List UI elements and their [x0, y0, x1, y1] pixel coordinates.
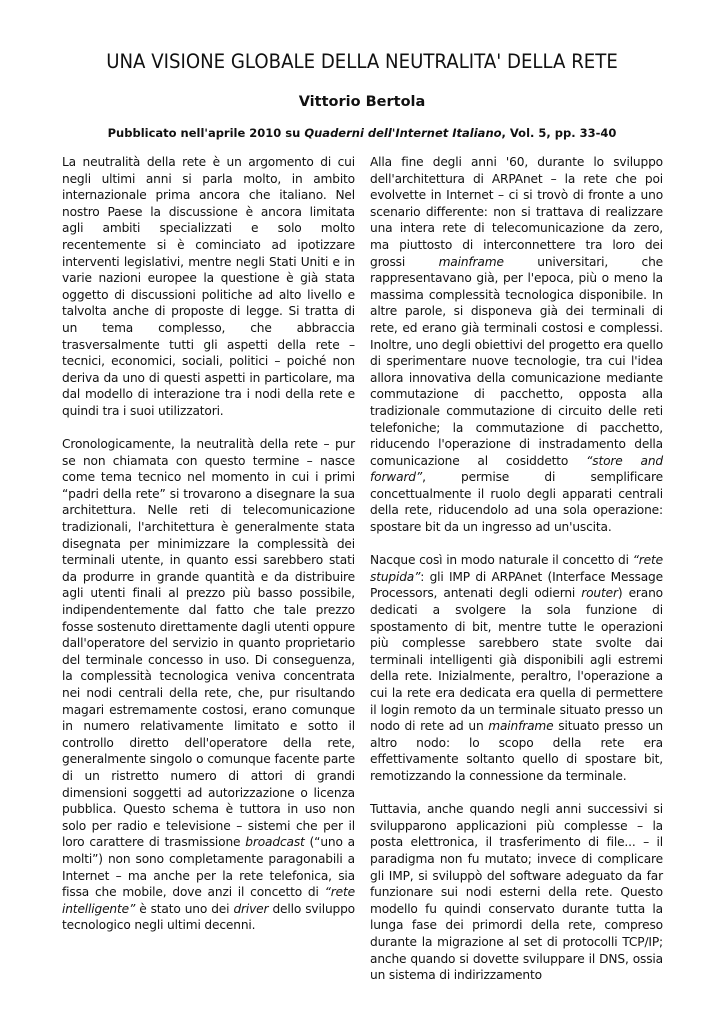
italic-term: driver: [233, 901, 269, 916]
publication-suffix: , Vol. 5, pp. 33-40: [501, 126, 617, 140]
italic-term: mainframe: [438, 254, 504, 269]
publication-prefix: Pubblicato nell'aprile 2010 su: [107, 126, 305, 140]
italic-term: broadcast: [245, 835, 305, 850]
journal-name: Quaderni dell'Internet Italiano: [304, 126, 502, 140]
paragraph: [370, 552, 663, 784]
italic-term: “store and forward”: [370, 453, 663, 485]
italic-term: mainframe: [488, 719, 554, 734]
text-run: : gli IMP di ARPAnet (Interface Message Processors, antenati degli odierni: [370, 569, 663, 601]
text-run: Cronologicamente, la neutralità della rete – pur se non chiamata con questo termine – nasce come tema tecnico nel momento in cui i primi “padri della rete” si trovarono a disegnare la sua architettura. Nelle reti di telecomunicazione tradizionali, l'architettura è generalmente stata disegnata per minimizzare la complessità dei terminali utente, in quanto essi sarebbero stati da produrre in grande quantità e da distribuire agli utenti finali al prezzo più basso possibile, indipendentemente dal fatto che tale prezzo fosse sostenuto direttamente dagli utenti oppure dall'operatore del servizio in quanto proprietario del terminale concesso in uso. Di conseguenza, la complessità tecnologica veniva concentrata nei nodi centrali della rete, che, pur risultando magari estremamente costosi, erano comunque in numero relativamente limitato e sotto il controllo diretto dell'operatore della rete, generalmente singolo o comunque facente parte di un ristretto numero di attori di grandi dimensioni soggetti ad autorizzazione o licenza pubblica. Questo schema è tuttora in uso non solo per radio e televisione – sistemi che per il loro carattere di trasmissione: [62, 437, 355, 850]
paragraph: [62, 436, 355, 934]
text-run: ) erano dedicati a svolgere la sola funzione di spostamento di bit, mentre tutte le operazioni più complesse sarebbero state svolte dai terminali intelligenti già disponibili agli estremi della rete. Inizialmente, peraltro, l'operazione a cui la rete era dedicata era quella di permettere il login remoto da un terminale situato presso un nodo di rete ad un: [370, 586, 663, 734]
author-name: Vittorio Bertola: [298, 94, 426, 110]
text-run: situato presso un altro nodo: lo scopo della rete era effettivamente soltanto quello di spostare bit, remotizzando la connessione da terminale.: [370, 719, 664, 783]
text-run: (“uno a molti”) non sono completamente paragonabili a Internet – ma anche per la rete telefonica, sia fissa che mobile, dove anzi il concetto di: [62, 835, 355, 900]
text-run: dello sviluppo tecnologico negli ultimi decenni.: [62, 901, 355, 933]
paragraph: La neutralità della rete è un argomento di cui negli ultimi anni si parla molto, in ambito internazionale prima ancora che italiano. Nel nostro Paese la discussione è ancora limitata agli ambiti specializzati e solo molto recentemente si è cominciato ad ipotizzare interventi legislativi, mentre negli Stati Uniti e in varie nazioni europee la questione è già stata oggetto di discussioni politiche ad alto livello e talvolta anche di proposte di legge. Si tratta di un tema complesso, che abbraccia trasversalmente tutti gli aspetti della rete – tecnici, economici, sociali, politici – poiché non deriva da uno di questi aspetti in particolare, ma dal modello di interazione tra i nodi della rete e quindi tra i suoi utilizzatori.: [62, 155, 355, 418]
paragraph: Tuttavia, anche quando negli anni successivi si svilupparono applicazioni più complesse – la posta elettronica, il trasferimento di file... – il paradigma non fu mutato; invece di complicare gli IMP, si sviluppò del software adeguato da far funzionare sui nodi esterni della rete. Questo modello fu quindi conservato durante tutta la lunga fase dei primordi della rete, compreso durante la migrazione al set di protocolli TCP/IP; anche quando si dovette sviluppare il DNS, ossia un sistema di indirizzamento: [370, 802, 663, 983]
italic-term: router: [581, 586, 618, 601]
paragraph: [370, 154, 663, 536]
italic-term: “rete intelligente”: [62, 885, 355, 916]
text-run: Nacque così in modo naturale il concetto di: [370, 553, 633, 568]
text-run: universitari, che rappresentavano già, per l'epoca, più o meno la massima complessità tecnologica disponibile. In altre parole, si disponeva già dei terminali di rete, ed erano già terminali costosi e complessi. Inoltre, uno degli obiettivi del progetto era quello di sperimentare nuove tecnologie, tra cui l'idea allora innovativa della comunicazione mediante commutazione di pacchetto, opposta alla tradizionale commutazione di circuito delle reti telefoniche; la commutazione di pacchetto, riducendo l'operazione di instradamento della comunicazione al cosiddetto: [370, 254, 663, 468]
publication-info: [0, 126, 724, 140]
text-run: , permise di semplificare concettualmente il ruolo degli apparati centrali della rete, riducendolo ad una sola operazione: spostare bit da un ingresso ad un'uscita.: [370, 470, 663, 535]
italic-term: “rete stupida”: [370, 553, 663, 584]
text-run: è stato uno dei: [135, 901, 234, 916]
text-run: Alla fine degli anni '60, durante lo sviluppo dell'architettura di ARPAnet – la rete che poi evolvette in Internet – ci si trovò di fronte a uno scenario differente: non si trattava di realizzare una intera rete di telecomunicazione da zero, ma piuttosto di interconnettere tra loro dei grossi: [370, 155, 663, 269]
left-column: [62, 154, 355, 951]
right-column: [370, 154, 663, 1000]
paper-title: UNA VISIONE GLOBALE DELLA NEUTRALITA' DELLA RETE: [106, 50, 618, 73]
